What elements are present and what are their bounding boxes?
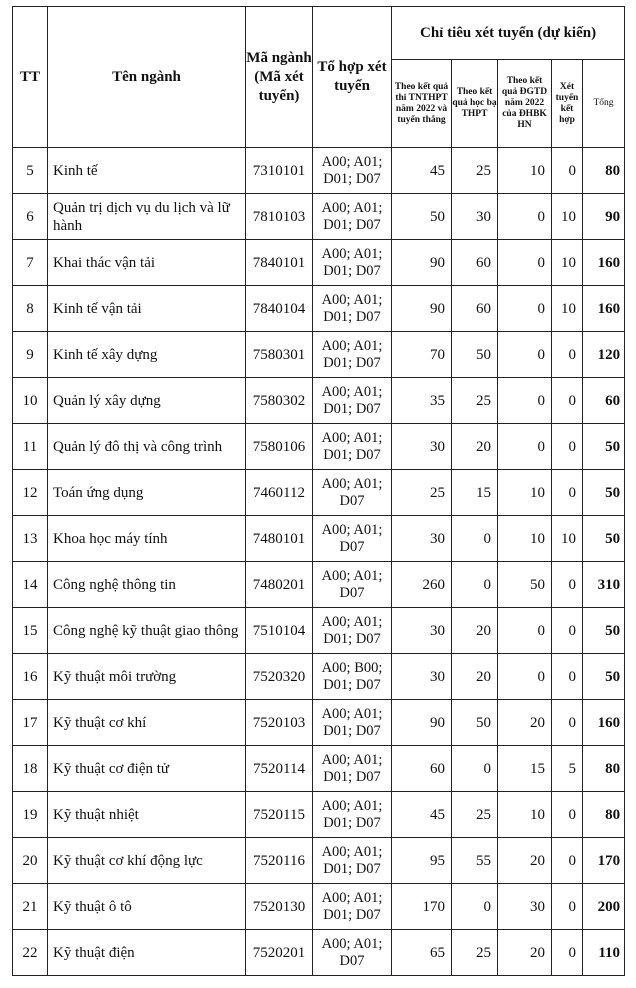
table-row — [13, 470, 625, 516]
quota-hoc-ba: 0 — [452, 746, 498, 792]
quota-dgtd: 10 — [498, 792, 552, 838]
table-row — [13, 838, 625, 884]
row-number: 12 — [13, 470, 48, 516]
row-number: 20 — [13, 838, 48, 884]
table-row — [13, 608, 625, 654]
subject-combination: A00; A01; D01; D07 — [313, 424, 392, 470]
program-code: 7520320 — [246, 654, 313, 700]
subject-combination: A00; A01; D01; D07 — [313, 608, 392, 654]
quota-total: 110 — [583, 930, 625, 976]
program-name: Kinh tế xây dựng — [48, 332, 246, 378]
subject-combination: A00; A01; D01; D07 — [313, 838, 392, 884]
program-name: Công nghệ kỹ thuật giao thông — [48, 608, 246, 654]
quota-dgtd: 10 — [498, 470, 552, 516]
quota-dgtd: 15 — [498, 746, 552, 792]
program-code: 7520201 — [246, 930, 313, 976]
quota-hoc-ba: 60 — [452, 286, 498, 332]
quota-hoc-ba: 25 — [452, 378, 498, 424]
quota-tnthpt: 90 — [392, 286, 452, 332]
header-chi-tieu: Chỉ tiêu xét tuyển (dự kiến) — [392, 7, 625, 60]
program-name: Kỹ thuật cơ điện tử — [48, 746, 246, 792]
quota-dgtd: 0 — [498, 424, 552, 470]
quota-dgtd: 0 — [498, 378, 552, 424]
program-code: 7580106 — [246, 424, 313, 470]
quota-ket-hop: 10 — [552, 240, 583, 286]
program-name: Kỹ thuật môi trường — [48, 654, 246, 700]
program-code: 7510104 — [246, 608, 313, 654]
row-number: 22 — [13, 930, 48, 976]
program-name: Công nghệ thông tin — [48, 562, 246, 608]
row-number: 6 — [13, 194, 48, 240]
quota-dgtd: 20 — [498, 838, 552, 884]
quota-tnthpt: 260 — [392, 562, 452, 608]
subject-combination: A00; A01; D01; D07 — [313, 792, 392, 838]
subject-combination: A00; A01; D07 — [313, 562, 392, 608]
quota-ket-hop: 5 — [552, 746, 583, 792]
program-name: Kinh tế vận tải — [48, 286, 246, 332]
quota-total: 50 — [583, 654, 625, 700]
row-number: 21 — [13, 884, 48, 930]
row-number: 18 — [13, 746, 48, 792]
quota-dgtd: 20 — [498, 930, 552, 976]
quota-total: 80 — [583, 746, 625, 792]
quota-total: 160 — [583, 240, 625, 286]
quota-total: 90 — [583, 194, 625, 240]
table-row — [13, 654, 625, 700]
quota-hoc-ba: 50 — [452, 700, 498, 746]
program-code: 7840101 — [246, 240, 313, 286]
subject-combination: A00; A01; D01; D07 — [313, 286, 392, 332]
quota-hoc-ba: 15 — [452, 470, 498, 516]
program-name: Khoa học máy tính — [48, 516, 246, 562]
subject-combination: A00; A01; D01; D07 — [313, 378, 392, 424]
quota-tnthpt: 25 — [392, 470, 452, 516]
subject-combination: A00; B00; D01; D07 — [313, 654, 392, 700]
quota-total: 80 — [583, 148, 625, 194]
program-code: 7480101 — [246, 516, 313, 562]
quota-hoc-ba: 25 — [452, 930, 498, 976]
quota-tnthpt: 95 — [392, 838, 452, 884]
program-code: 7480201 — [246, 562, 313, 608]
program-name: Quản lý đô thị và công trình — [48, 424, 246, 470]
quota-tnthpt: 45 — [392, 792, 452, 838]
table-row — [13, 286, 625, 332]
quota-dgtd: 20 — [498, 700, 552, 746]
quota-tnthpt: 70 — [392, 332, 452, 378]
quota-hoc-ba: 20 — [452, 424, 498, 470]
table-row — [13, 194, 625, 240]
row-number: 5 — [13, 148, 48, 194]
row-number: 10 — [13, 378, 48, 424]
quota-hoc-ba: 20 — [452, 608, 498, 654]
quota-total: 60 — [583, 378, 625, 424]
program-name: Toán ứng dụng — [48, 470, 246, 516]
program-name: Kỹ thuật cơ khí — [48, 700, 246, 746]
quota-hoc-ba: 25 — [452, 148, 498, 194]
row-number: 13 — [13, 516, 48, 562]
header-ten-nganh: Tên ngành — [48, 7, 246, 148]
table-row — [13, 792, 625, 838]
program-name: Kỹ thuật nhiệt — [48, 792, 246, 838]
quota-tnthpt: 90 — [392, 700, 452, 746]
quota-dgtd: 0 — [498, 608, 552, 654]
quota-dgtd: 0 — [498, 654, 552, 700]
subject-combination: A00; A01; D01; D07 — [313, 194, 392, 240]
header-sub-dgtd: Theo kết quả ĐGTD năm 2022 của ĐHBK HN — [498, 60, 552, 148]
quota-tnthpt: 60 — [392, 746, 452, 792]
quota-ket-hop: 0 — [552, 700, 583, 746]
table-row — [13, 332, 625, 378]
quota-ket-hop: 0 — [552, 424, 583, 470]
header-sub-tnthpt: Theo kết quả thi TNTHPT năm 2022 và tuyển thẳng — [392, 60, 452, 148]
quota-tnthpt: 30 — [392, 608, 452, 654]
quota-total: 80 — [583, 792, 625, 838]
quota-dgtd: 0 — [498, 332, 552, 378]
quota-hoc-ba: 55 — [452, 838, 498, 884]
header-sub-ket-hop: Xét tuyển kết hợp — [552, 60, 583, 148]
header-sub-hoc-ba: Theo kết quả học bạ THPT — [452, 60, 498, 148]
program-code: 7460112 — [246, 470, 313, 516]
quota-tnthpt: 45 — [392, 148, 452, 194]
row-number: 11 — [13, 424, 48, 470]
quota-dgtd: 10 — [498, 148, 552, 194]
program-code: 7520115 — [246, 792, 313, 838]
quota-total: 200 — [583, 884, 625, 930]
quota-ket-hop: 0 — [552, 884, 583, 930]
row-number: 9 — [13, 332, 48, 378]
program-name: Khai thác vận tải — [48, 240, 246, 286]
quota-hoc-ba: 0 — [452, 562, 498, 608]
table-row — [13, 240, 625, 286]
subject-combination: A00; A01; D01; D07 — [313, 332, 392, 378]
quota-total: 160 — [583, 286, 625, 332]
quota-ket-hop: 10 — [552, 194, 583, 240]
quota-tnthpt: 50 — [392, 194, 452, 240]
subject-combination: A00; A01; D01; D07 — [313, 148, 392, 194]
quota-total: 170 — [583, 838, 625, 884]
quota-dgtd: 0 — [498, 194, 552, 240]
row-number: 7 — [13, 240, 48, 286]
program-name: Kinh tế — [48, 148, 246, 194]
program-code: 7520103 — [246, 700, 313, 746]
subject-combination: A00; A01; D07 — [313, 930, 392, 976]
program-code: 7520114 — [246, 746, 313, 792]
table-row — [13, 884, 625, 930]
quota-ket-hop: 0 — [552, 332, 583, 378]
quota-ket-hop: 10 — [552, 286, 583, 332]
quota-tnthpt: 65 — [392, 930, 452, 976]
program-code: 7580302 — [246, 378, 313, 424]
row-number: 14 — [13, 562, 48, 608]
table-body — [13, 148, 625, 976]
header-sub-tong: Tổng — [583, 60, 625, 148]
program-name: Quản trị dịch vụ du lịch và lữ hành — [48, 194, 246, 240]
quota-dgtd: 30 — [498, 884, 552, 930]
admission-quota-table — [12, 6, 625, 976]
table-row — [13, 424, 625, 470]
header-to-hop: Tổ hợp xét tuyển — [313, 7, 392, 148]
quota-total: 50 — [583, 516, 625, 562]
quota-total: 120 — [583, 332, 625, 378]
quota-ket-hop: 0 — [552, 608, 583, 654]
quota-total: 310 — [583, 562, 625, 608]
subject-combination: A00; A01; D01; D07 — [313, 884, 392, 930]
quota-ket-hop: 0 — [552, 562, 583, 608]
quota-ket-hop: 0 — [552, 838, 583, 884]
quota-tnthpt: 30 — [392, 654, 452, 700]
program-code: 7810103 — [246, 194, 313, 240]
quota-ket-hop: 0 — [552, 654, 583, 700]
quota-hoc-ba: 30 — [452, 194, 498, 240]
row-number: 8 — [13, 286, 48, 332]
subject-combination: A00; A01; D01; D07 — [313, 240, 392, 286]
row-number: 15 — [13, 608, 48, 654]
quota-hoc-ba: 60 — [452, 240, 498, 286]
subject-combination: A00; A01; D01; D07 — [313, 700, 392, 746]
quota-hoc-ba: 25 — [452, 792, 498, 838]
table-row — [13, 700, 625, 746]
row-number: 17 — [13, 700, 48, 746]
header-ma-nganh: Mã ngành (Mã xét tuyển) — [246, 7, 313, 148]
quota-tnthpt: 30 — [392, 516, 452, 562]
quota-dgtd: 10 — [498, 516, 552, 562]
subject-combination: A00; A01; D07 — [313, 516, 392, 562]
quota-tnthpt: 35 — [392, 378, 452, 424]
quota-dgtd: 0 — [498, 286, 552, 332]
quota-hoc-ba: 50 — [452, 332, 498, 378]
program-code: 7520116 — [246, 838, 313, 884]
program-code: 7520130 — [246, 884, 313, 930]
program-code: 7580301 — [246, 332, 313, 378]
quota-dgtd: 0 — [498, 240, 552, 286]
quota-ket-hop: 0 — [552, 148, 583, 194]
quota-total: 50 — [583, 424, 625, 470]
quota-total: 160 — [583, 700, 625, 746]
quota-tnthpt: 170 — [392, 884, 452, 930]
program-name: Kỹ thuật điện — [48, 930, 246, 976]
quota-dgtd: 50 — [498, 562, 552, 608]
quota-ket-hop: 0 — [552, 930, 583, 976]
table-row — [13, 516, 625, 562]
quota-hoc-ba: 20 — [452, 654, 498, 700]
table-row — [13, 148, 625, 194]
row-number: 16 — [13, 654, 48, 700]
subject-combination: A00; A01; D07 — [313, 470, 392, 516]
program-code: 7840104 — [246, 286, 313, 332]
table-row — [13, 746, 625, 792]
program-name: Kỹ thuật cơ khí động lực — [48, 838, 246, 884]
header-tt: TT — [13, 7, 48, 148]
quota-total: 50 — [583, 470, 625, 516]
quota-hoc-ba: 0 — [452, 884, 498, 930]
quota-ket-hop: 0 — [552, 470, 583, 516]
quota-tnthpt: 30 — [392, 424, 452, 470]
quota-ket-hop: 10 — [552, 516, 583, 562]
row-number: 19 — [13, 792, 48, 838]
quota-ket-hop: 0 — [552, 378, 583, 424]
table-row — [13, 930, 625, 976]
program-code: 7310101 — [246, 148, 313, 194]
quota-tnthpt: 90 — [392, 240, 452, 286]
quota-total: 50 — [583, 608, 625, 654]
table-row — [13, 562, 625, 608]
program-name: Quản lý xây dựng — [48, 378, 246, 424]
program-name: Kỹ thuật ô tô — [48, 884, 246, 930]
quota-hoc-ba: 0 — [452, 516, 498, 562]
table-row — [13, 378, 625, 424]
quota-ket-hop: 0 — [552, 792, 583, 838]
subject-combination: A00; A01; D01; D07 — [313, 746, 392, 792]
